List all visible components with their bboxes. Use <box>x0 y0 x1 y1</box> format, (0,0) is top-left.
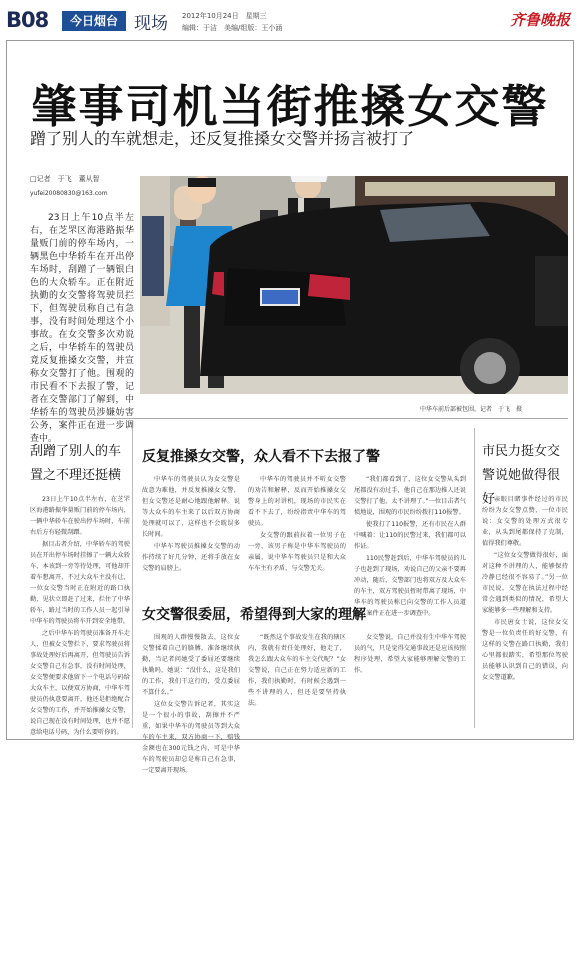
paragraph: 这位女交警告诉记者，其实这是一个很小的事故，刮擦并不严重，如果中华车的驾驶员等到大众车的车主来，双方协商一下，赔钱金额也在300元钱之内，可是中华车的驾驶员却总是称自己有急事，一定要离开现场。 <box>142 701 240 774</box>
news-photo <box>140 176 568 394</box>
paragraph: “这位女交警做得很好，面对这种不讲理的人，能够保持冷静已经很不容易了。”另一位市民说，交警在执法过程中经常会遇到类似的情况，希望大家能够多一些理解和支持。 <box>482 552 568 614</box>
second-column-2 <box>248 632 346 710</box>
paragraph: 亲眼目睹事件经过的市民纷纷为女交警点赞，一位市民说：女交警的处理方式很专业，从头到尾都保持了克制，值得我们尊敬。 <box>482 496 568 547</box>
paragraph: 据目击者介绍，中华轿车的驾驶员在开出停车场时挂擦了一辆大众轿车，本该到一旁等待处理，可他却开着车想离开，不过大众车主没有让，一位女交警当时正在附近的路口执勤，见状立即赶了过来，拦住了中华轿车，路过当时的工作人员一起引导中华车的驾驶员将车开到安全地带。 <box>30 541 130 625</box>
mid-column-1 <box>142 474 240 575</box>
column-divider <box>474 428 475 728</box>
page-number: B08 <box>6 8 49 32</box>
second-column-1 <box>142 632 240 777</box>
right-column-title: 市民力挺女交警说她做得很好 <box>482 444 561 507</box>
section-divider <box>30 418 568 419</box>
paragraph: 之后中华车的驾驶员准备开车走人，但被女交警拦下，要求驾驶员将事故处理好后再离开，但驾驶员告诉女交警自己有急事，没有时间处理，女交警便要求他留下一个电话号码给大众车主，以便双方协商，中华车驾驶员仍执意要离开，他还是拒绝配合女交警的工作，并开始推搡女交警，说自己现在没有时间处理，也并不愿意给电话号码，为什么要听你的。 <box>30 630 130 736</box>
page-header <box>6 6 574 36</box>
newspaper-brand-logo: 齐鲁晚报 <box>509 11 570 29</box>
lead-paragraph: 23日上午10点半左右，在芝罘区海港路振华量贩门前的停车场内，一辆黑色中华轿车在开出停车场时，刮蹭了一辆银白色的大众轿车。正在附近执勤的女交警将驾驶员拦下，但驾驶员称自己有急事，没有时间处理这个小事故。在女交警多次劝说之后，中华轿车的驾驶员竟反复推搡女交警，并宣称女交警打了他。围观的市民看不下去报了警，记者在交警部门了解到，中华轿车的驾驶员涉嫌妨害公务，案件正在进一步调查中。 <box>30 213 134 444</box>
paragraph: 使我打了110报警，还有市民在人群中喊着：让110的民警过来，我们都可以作证。 <box>354 521 466 550</box>
paragraph: 中华车的驾驶员认为女交警是故意为难他，并反复推搡女交警，但女交警还是耐心地跟他解释。说等大众车的车主来了以后双方协商处理就可以了，这样也不会耽误多长时间。 <box>142 476 240 538</box>
mid-column-3 <box>354 474 466 620</box>
mid-section-title: 反复推搡女交警，众人看不下去报了警 <box>142 449 380 465</box>
paragraph: 110民警赶到后，中华车驾驶员的儿子也赶到了现场，劝说自己的父亲不要再冲动，随后，交警部门也将双方及大众车的车主，双方驾驶员暂时带离了现场，中华车的驾驶员称已向交警的工作人员道歉，案件正在进一步调查中。 <box>354 555 466 617</box>
sidebar-left-title: 刮蹭了别人的车置之不理还挺横 <box>30 444 122 483</box>
paragraph: 中华车驾驶员推搡女交警的动作持续了好几分钟，还将手放在女交警的肩膀上。 <box>142 543 240 572</box>
article-deck: 蹭了别人的车就想走，还反复推搡女交警并扬言被打了 <box>30 129 415 148</box>
article-headline: 肇事司机当街推搡女交警 <box>31 80 549 133</box>
editor-line: 编辑：于洁 美编/组版：王小涵 <box>182 24 283 32</box>
news-photo-illustration <box>140 176 568 394</box>
section-name: 现场 <box>134 14 168 34</box>
photo-caption: 中华车前后部被包围。记者 于飞 摄 <box>420 406 523 413</box>
right-column-body <box>482 494 568 684</box>
second-column-3 <box>354 632 466 677</box>
sidebar-left-body <box>30 494 130 739</box>
second-section-title: 女交警很委屈，希望得到大家的理解 <box>142 607 366 623</box>
paragraph: 中华车的驾驶员并不听女交警的劝告和解释，反而开始推搡女交警身上的对讲机，现场的市民实在看不下去了，纷纷指责中华车的驾驶员。 <box>248 476 346 527</box>
date-line: 2012年10月24日 星期三 <box>182 12 267 20</box>
section-tag: 今日烟台 <box>62 11 126 31</box>
paragraph: 女交警说，自己并没有生中华车驾驶员的气，只是觉得交通事故还是应该按照程序处理，希望大家能够理解交警的工作。 <box>354 634 466 674</box>
paragraph: “既然这个事故发生在我的辖区内，我就有责任处理好，他走了，我怎么跟大众车的车主交代呢？”女交警说，自己正在努力适应新的工作，我们执勤时，有时候会遇到一些不讲理的人，但还是要坚持执法。 <box>248 634 346 707</box>
column-divider <box>132 428 133 728</box>
paragraph: 23日上午10点半左右，在芝罘区海港路振华量贩门前的停车场内，一辆中华轿车在驶出停车场时，车前右后方有轻微刮蹭。 <box>30 496 130 536</box>
paragraph: 女交警的跟前拉着一位男子在一旁，该男子称是中华车驾驶员的亲属，说中华车驾驶员只是和大众车车主有矛盾，与交警无关。 <box>248 532 346 572</box>
paragraph: “我们都看到了，这位女交警从头到尾都没有动过手，他自己在那边推人还说交警打了他，太不讲理了。”一位目击者气愤地说，围观的市民纷纷拨打110报警。 <box>354 476 466 516</box>
paragraph: 市民唐女士说，这位女交警是一位负责任的好交警，有这样的交警在路口执勤，我们心里都很踏实，希望那位驾驶员能够认识到自己的错误，向女交警道歉。 <box>482 619 568 681</box>
paragraph: 围观的人群慢慢散去，这位女交警揉着自己的胳膊，准备继续执勤，当记者问她受了委屈还要继续执勤吗，她说：“没什么，这是我们的工作，我们干这行的，受点委屈不算什么。” <box>142 634 240 696</box>
mid-column-2 <box>248 474 346 575</box>
byline: □记者 于飞 董从智 <box>30 175 100 183</box>
reporter-email: yufei20080830@163.com <box>30 190 108 197</box>
